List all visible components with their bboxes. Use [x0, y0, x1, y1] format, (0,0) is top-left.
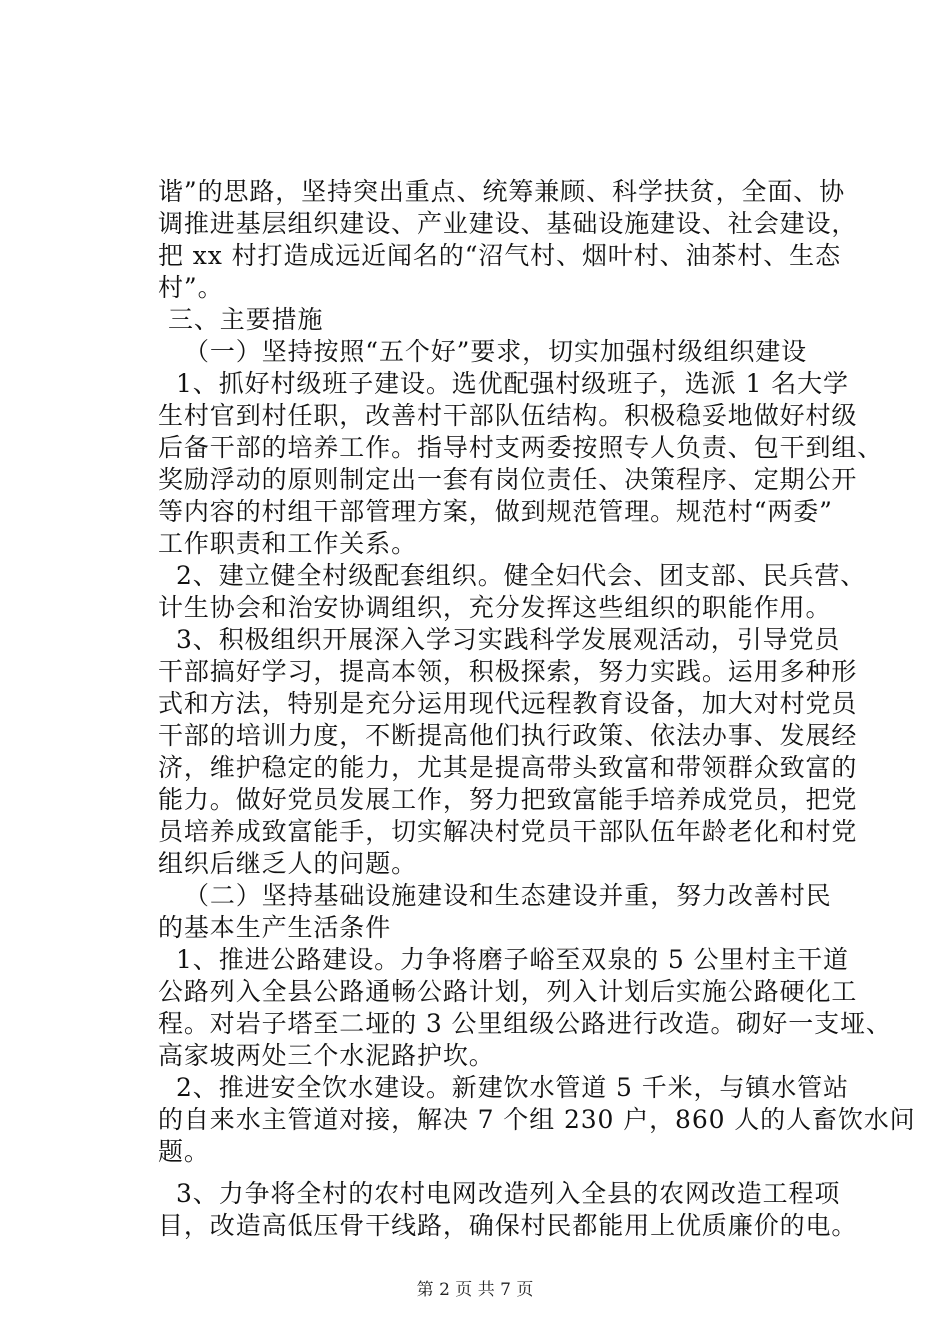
text-line: 3、力争将全村的农村电网改造列入全县的农网改造工程项 [176, 1179, 841, 1208]
document-body [158, 176, 916, 1242]
section-heading: 三、主要措施 [168, 305, 324, 334]
text-line: 济，维护稳定的能力，尤其是提高带头致富和带领群众致富的 [158, 753, 858, 782]
text-line: 工作职责和工作关系。 [158, 529, 418, 558]
text-line: 干部搞好学习，提高本领，积极探索，努力实践。运用多种形 [158, 657, 858, 686]
subsection-heading: （一）坚持按照“五个好”要求，切实加强村级组织建设 [184, 337, 808, 366]
text-line: 2、建立健全村级配套组织。健全妇代会、团支部、民兵营、 [176, 561, 867, 590]
text-line: 谐”的思路，坚持突出重点、统筹兼顾、科学扶贫，全面、协 [158, 177, 846, 206]
text-line: 3、积极组织开展深入学习实践科学发展观活动，引导党员 [176, 625, 841, 654]
text-line: 公路列入全县公路通畅公路计划，列入计划后实施公路硬化工 [158, 977, 858, 1006]
text-line: 村”。 [158, 273, 224, 302]
text-line: 奖励浮动的原则制定出一套有岗位责任、决策程序、定期公开 [158, 465, 858, 494]
text-line: 目，改造高低压骨干线路，确保村民都能用上优质廉价的电。 [158, 1211, 858, 1240]
subsection-heading: （二）坚持基础设施建设和生态建设并重，努力改善村民 [184, 881, 832, 910]
text-line: 组织后继乏人的问题。 [158, 849, 418, 878]
text-line: 调推进基层组织建设、产业建设、基础设施建设、社会建设， [158, 209, 858, 238]
text-line: 1、抓好村级班子建设。选优配强村级班子，选派 1 名大学 [176, 369, 849, 398]
text-line: 计生协会和治安协调组织，充分发挥这些组织的职能作用。 [158, 593, 832, 622]
page-number-footer: 第 2 页 共 7 页 [416, 1280, 534, 1300]
text-line: 干部的培训力度，不断提高他们执行政策、依法办事、发展经 [158, 721, 858, 750]
text-line: 2、推进安全饮水建设。新建饮水管道 5 千米，与镇水管站 [176, 1073, 849, 1102]
text-line: 1、推进公路建设。力争将磨子峪至双泉的 5 公里村主干道 [176, 945, 849, 974]
text-line: 高家坡两处三个水泥路护坎。 [158, 1041, 495, 1070]
text-line: 式和方法，特别是充分运用现代远程教育设备，加大对村党员 [158, 689, 858, 718]
paragraph-gap [158, 1168, 828, 1178]
text-line: 员培养成致富能手，切实解决村党员干部队伍年龄老化和村党 [158, 817, 858, 846]
text-line: 生村官到村任职，改善村干部队伍结构。积极稳妥地做好村级 [158, 401, 858, 430]
text-line: 程。对岩子塔至二垭的 3 公里组级公路进行改造。砌好一支垭、 [158, 1009, 892, 1038]
text-line: 题。 [158, 1137, 210, 1166]
text-line: 能力。做好党员发展工作，努力把致富能手培养成党员，把党 [158, 785, 858, 814]
text-line: 等内容的村组干部管理方案，做到规范管理。规范村“两委” [158, 497, 833, 526]
text-line: 后备干部的培养工作。指导村支两委按照专人负责、包干到组、 [158, 433, 884, 462]
text-line: 的自来水主管道对接，解决 7 个组 230 户，860 人的人畜饮水问 [158, 1105, 916, 1134]
text-line: 的基本生产生活条件 [158, 913, 392, 942]
text-line: 把 xx 村打造成远近闻名的“沼气村、烟叶村、油茶村、生态 [158, 241, 841, 270]
